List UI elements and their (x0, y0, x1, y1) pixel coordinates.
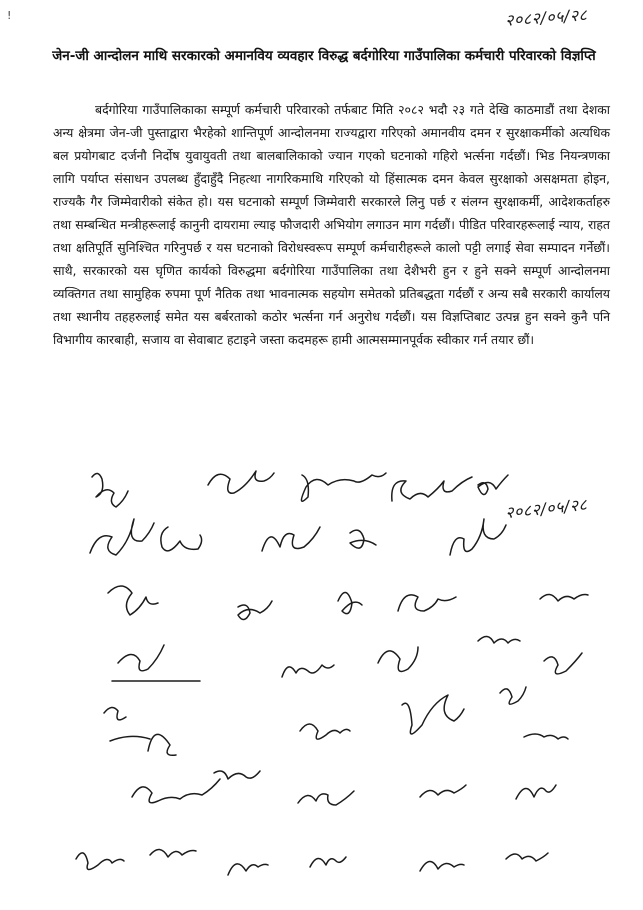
signature (544, 653, 582, 674)
signature (540, 594, 588, 601)
signature (420, 785, 466, 797)
signature (238, 601, 272, 620)
signature (214, 771, 260, 779)
signature (478, 636, 520, 643)
signature (108, 586, 158, 615)
signature (310, 857, 346, 867)
document-body: बर्दगोरिया गाउँपालिकाका सम्पूर्ण कर्मचारी परिवारको तर्फबाट मिति २०८२ भदौ २३ गते देखि काठमाडौं तथा देशका अन्य क्षेत्रमा जेन-जी पुस्ताद्वारा भैरहेको शान्तिपूर्ण आन्दोलनमा राज्यद्वारा गरिएको अमानवीय दमन र सुरक्षाकर्मीको अत्यधिक बल प्रयोगबाट दर्जनौ निर्दोष युवायुवती तथा बालबालिकाको ज्यान गएको घटनाको गहिरो भर्त्सना गर्दछौं। भिड नियन्त्रणका लागि पर्याप्त संसाधन उपलब्ध हुँदाहुँदै निहत्था नागरिकमाथि गरिएको यो हिंसात्मक दमन केवल सुरक्षाको असक्षमता होइन, राज्यकै गैर जिम्मेवारीको संकेत हो। यस घटनाको सम्पूर्ण जिम्मेवारी सरकारले लिनु पर्छ र संलग्न सुरक्षाकर्मी, आदेशकर्ताहरु तथा सम्बन्धित मन्त्रीहरूलाई कानुनी दायरामा ल्याइ फौजदारी अभियोग लगाउन माग गर्दछौं। पीडित परिवारहरूलाई न्याय, राहत तथा क्षतिपूर्ति सुनिश्चित गरिनुपर्छ र यस घटनाको विरोधस्वरूप सम्पूर्ण कर्मचारीहरूले कालो पट्टी लगाई सेवा सम्पादन गर्नेछौं। साथै, सरकारको यस घृणित कार्यको विरुद्धमा बर्दगोरिया गाउँपालिका तथा देशैभरी हुन र हुने सक्ने सम्पूर्ण आन्दोलनमा व्यक्तिगत तथा सामुहिक रुपमा पूर्ण नैतिक तथा भावनात्मक सहयोग समेतको प्रतिबद्धता गर्दछौं र अन्य सबै सरकारी कार्यालय तथा स्थानीय तहहरुलाई समेत यस बर्बरताको कठोर भर्त्सना गर्न अनुरोध गर्दछौं। यस विज्ञप्तिबाट उत्पन्न हुन सक्ने कुनै पनि विभागीय कारबाही, सजाय वा सेवाबाट हटाइने जस्ता कदमहरू हामी आत्मसम्मानपूर्वक स्वीकार गर्न तयार छौं। (53, 102, 610, 347)
signature (161, 527, 202, 551)
signature (524, 734, 568, 739)
signature (450, 519, 506, 555)
signature (402, 695, 464, 734)
signatures-area (0, 455, 643, 910)
signature (150, 849, 196, 857)
document-title: जेन-जी आन्दोलन माथि सरकारको अमानविय व्यवहार विरुद्ध बर्दगोरिया गाउँपालिका कर्मचारी परिवारको विज्ञप्ति (52, 48, 596, 64)
signature (228, 864, 268, 875)
signature (420, 861, 464, 871)
signature (76, 853, 124, 870)
signature (392, 477, 472, 501)
signature (500, 687, 526, 704)
signature (301, 473, 386, 501)
corner-mark: ! (7, 9, 12, 22)
signature (104, 707, 150, 741)
signature (92, 473, 128, 507)
signature (300, 724, 350, 739)
signature (298, 791, 354, 805)
signature (208, 471, 274, 493)
signature (148, 734, 176, 755)
signature (338, 592, 362, 613)
handwritten-date: २०८२/०५/२८ (504, 5, 588, 30)
signature (506, 853, 548, 861)
signature (378, 647, 418, 671)
signature (262, 527, 320, 551)
signature (112, 645, 200, 681)
signature (478, 475, 508, 495)
signature (90, 519, 154, 555)
signature (350, 530, 376, 548)
signature (282, 665, 334, 677)
signature (132, 779, 220, 803)
signatures-drawing (0, 455, 643, 910)
signature (398, 595, 456, 611)
signature (516, 785, 556, 799)
signatures-date: २०८२/०५/२८ (504, 494, 589, 523)
